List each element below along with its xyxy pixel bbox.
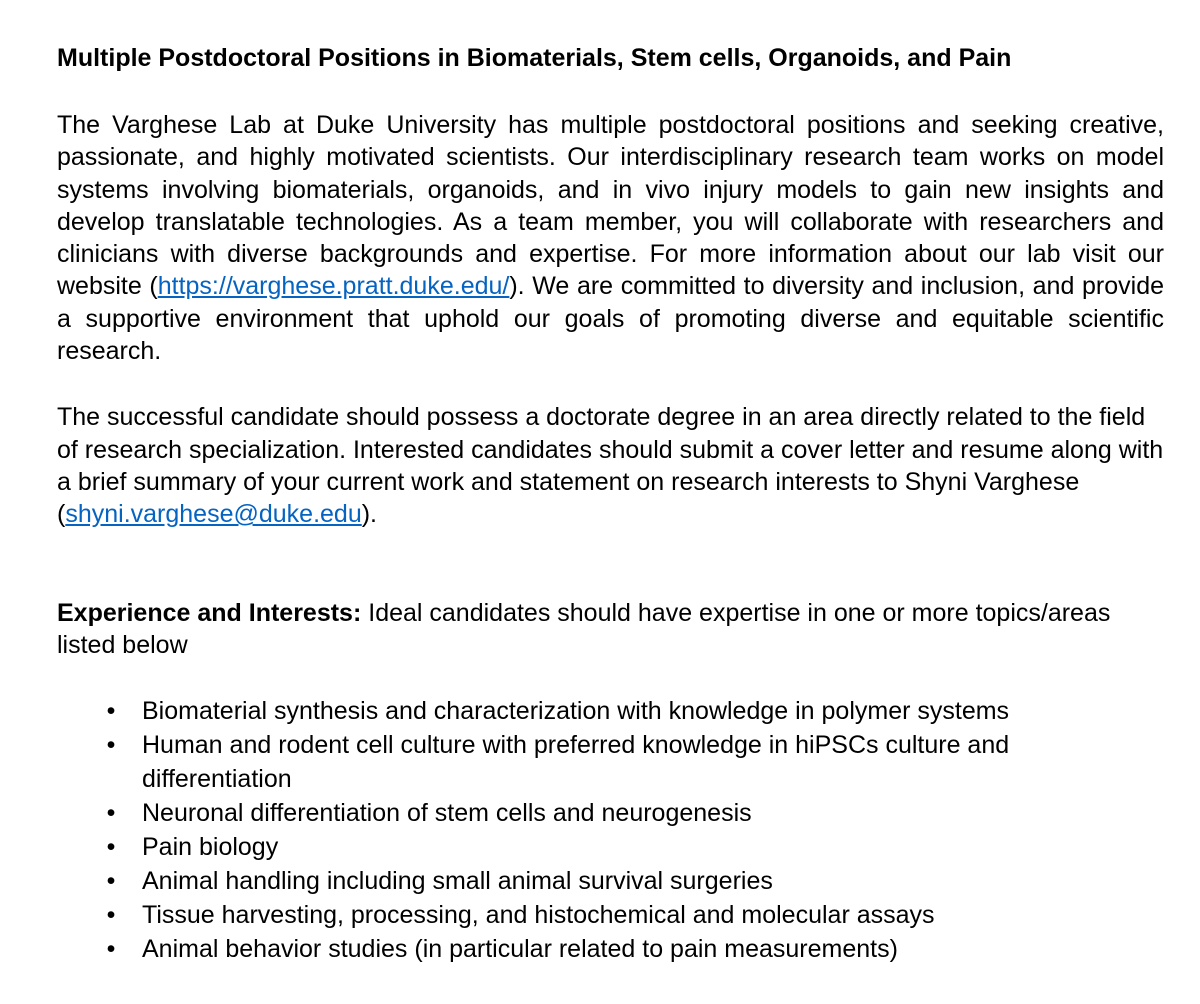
- bullet-icon: •: [106, 799, 116, 828]
- list-item: [57, 898, 1164, 932]
- list-item: [57, 932, 1164, 966]
- candidate-paragraph: [57, 401, 1164, 530]
- candidate-text: The successful candidate should possess a doctorate degree in an area directly related to the field of research specialization. Interested candidates should submit a cover letter and resume along with a brief summary of your current work and statement on research interests to Shyni Varghese (: [57, 403, 1164, 529]
- list-item-text: Biomaterial synthesis and characterization with knowledge in polymer systems: [142, 697, 1010, 726]
- list-item-text: Animal handling including small animal survival surgeries: [142, 867, 773, 896]
- bullet-icon: •: [106, 731, 116, 760]
- list-item-text: Neuronal differentiation of stem cells and neurogenesis: [142, 799, 752, 828]
- page-title: Multiple Postdoctoral Positions in Biomaterials, Stem cells, Organoids, and Pain: [57, 44, 1012, 72]
- list-item: [57, 864, 1164, 898]
- experience-paragraph: [57, 597, 1164, 662]
- experience-text: Ideal candidates should have expertise in one or more topics/areas listed below: [57, 598, 1111, 659]
- intro-paragraph: [57, 109, 1164, 367]
- bullet-icon: •: [106, 935, 116, 964]
- list-item-text: Tissue harvesting, processing, and histochemical and molecular assays: [142, 901, 935, 930]
- lab-website-link[interactable]: https://varghese.pratt.duke.edu/: [157, 272, 510, 301]
- bullet-icon: •: [106, 867, 116, 896]
- contact-email-link[interactable]: shyni.varghese@duke.edu: [65, 500, 362, 529]
- intro-text-continued: ). We are committed to diversity and inclusion, and provide a supportive environment that uphold our goals of promoting diverse and equitable scientific research.: [57, 272, 1164, 366]
- bullet-icon: •: [106, 697, 116, 726]
- list-item: [57, 728, 1164, 796]
- list-item-text: Pain biology: [142, 833, 279, 862]
- bullet-icon: •: [106, 833, 116, 862]
- list-item: [57, 796, 1164, 830]
- list-item: [57, 694, 1164, 728]
- list-item-text: Human and rodent cell culture with preferred knowledge in hiPSCs culture and differentiation: [142, 731, 1010, 794]
- list-item: [57, 830, 1164, 864]
- expertise-list: [57, 694, 1164, 966]
- bullet-icon: •: [106, 901, 116, 930]
- intro-text: The Varghese Lab at Duke University has multiple postdoctoral positions and seeking creative, passionate, and highly motivated scientists. Our interdisciplinary research team works on model systems involving biomaterials, organoids, and in vivo injury models to gain new insights and develop translatable technologies. As a team member, you will collaborate with researchers and clinicians with diverse backgrounds and expertise. For more information about our lab visit our website (: [57, 111, 1164, 301]
- experience-heading: Experience and Interests:: [57, 598, 362, 627]
- list-item-text: Animal behavior studies (in particular related to pain measurements): [142, 935, 898, 964]
- candidate-text-end: ).: [361, 500, 378, 529]
